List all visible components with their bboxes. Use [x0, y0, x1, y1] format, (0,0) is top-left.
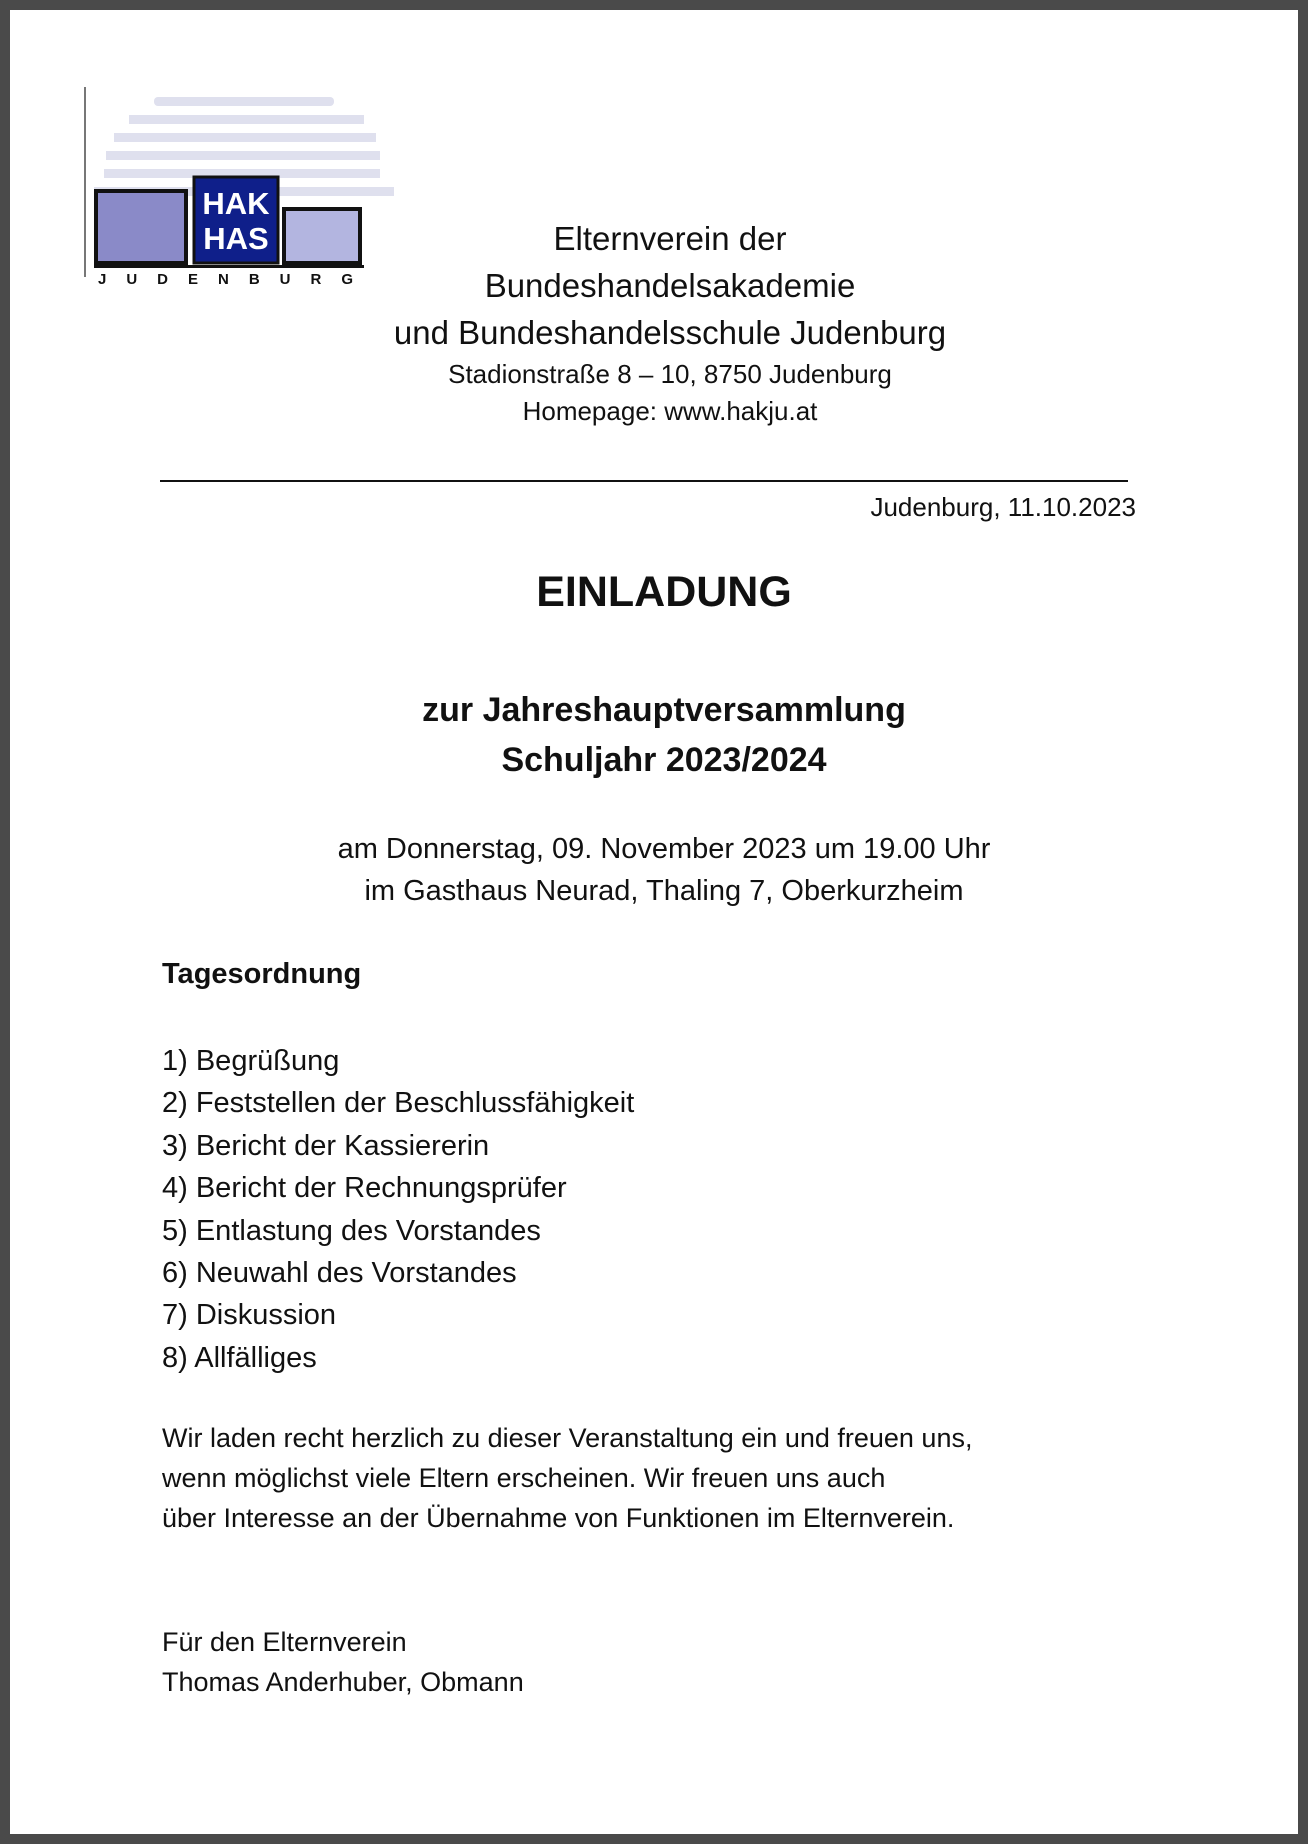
- org-name-line-2: Bundeshandelsakademie: [484, 267, 856, 304]
- logo-text-has: HAS: [203, 221, 269, 256]
- logo-text-hak: HAK: [202, 186, 270, 221]
- closing-line-1: Wir laden recht herzlich zu dieser Veranstaltung ein und freuen uns,: [162, 1423, 973, 1453]
- logo-bar-left: [96, 191, 186, 263]
- agenda-item: 6) Neuwahl des Vorstandes: [162, 1257, 517, 1290]
- closing-paragraph: [162, 1418, 1142, 1538]
- closing-line-3: über Interesse an der Übernahme von Funktionen im Elternverein.: [162, 1503, 955, 1533]
- event-location: im Gasthaus Neurad, Thaling 7, Oberkurzheim: [364, 875, 964, 907]
- signature-name: Thomas Anderhuber, Obmann: [162, 1667, 524, 1697]
- letterhead: [340, 215, 1000, 430]
- subtitle-line-2: Schuljahr 2023/2024: [501, 741, 827, 779]
- org-address: Stadionstraße 8 – 10, 8750 Judenburg: [448, 359, 892, 389]
- document-subtitle: [10, 685, 1308, 785]
- signature-line-1: Für den Elternverein: [162, 1627, 407, 1657]
- closing-line-2: wenn möglichst viele Eltern erscheinen. Wir freuen uns auch: [162, 1463, 886, 1493]
- agenda-item: 2) Feststellen der Beschlussfähigkeit: [162, 1087, 635, 1120]
- agenda-item: 8) Allfälliges: [162, 1341, 317, 1374]
- document-page: [10, 10, 1298, 1834]
- event-details: [10, 828, 1308, 912]
- letter-date: Judenburg, 11.10.2023: [870, 492, 1136, 522]
- event-datetime: am Donnerstag, 09. November 2023 um 19.00 Uhr: [337, 833, 991, 865]
- agenda-item: 5) Entlastung des Vorstandes: [162, 1214, 541, 1247]
- agenda-item: 7) Diskussion: [162, 1299, 337, 1332]
- org-name-line-1: Elternverein der: [553, 220, 787, 257]
- agenda-item: 3) Bericht der Kassiererin: [162, 1129, 490, 1162]
- logo-text-city: JUDENBURG: [98, 271, 374, 287]
- header-divider: [160, 480, 1128, 482]
- org-homepage: Homepage: www.hakju.at: [522, 396, 818, 426]
- org-name-line-3: und Bundeshandelsschule Judenburg: [393, 314, 947, 351]
- agenda-item: 4) Bericht der Rechnungsprüfer: [162, 1172, 567, 1205]
- agenda-list: [162, 1040, 634, 1379]
- agenda-item: 1) Begrüßung: [162, 1045, 340, 1077]
- agenda-heading: Tagesordnung: [162, 958, 362, 990]
- signature-block: [162, 1622, 524, 1702]
- document-title: EINLADUNG: [536, 568, 792, 616]
- subtitle-line-1: zur Jahreshauptversammlung: [422, 691, 906, 729]
